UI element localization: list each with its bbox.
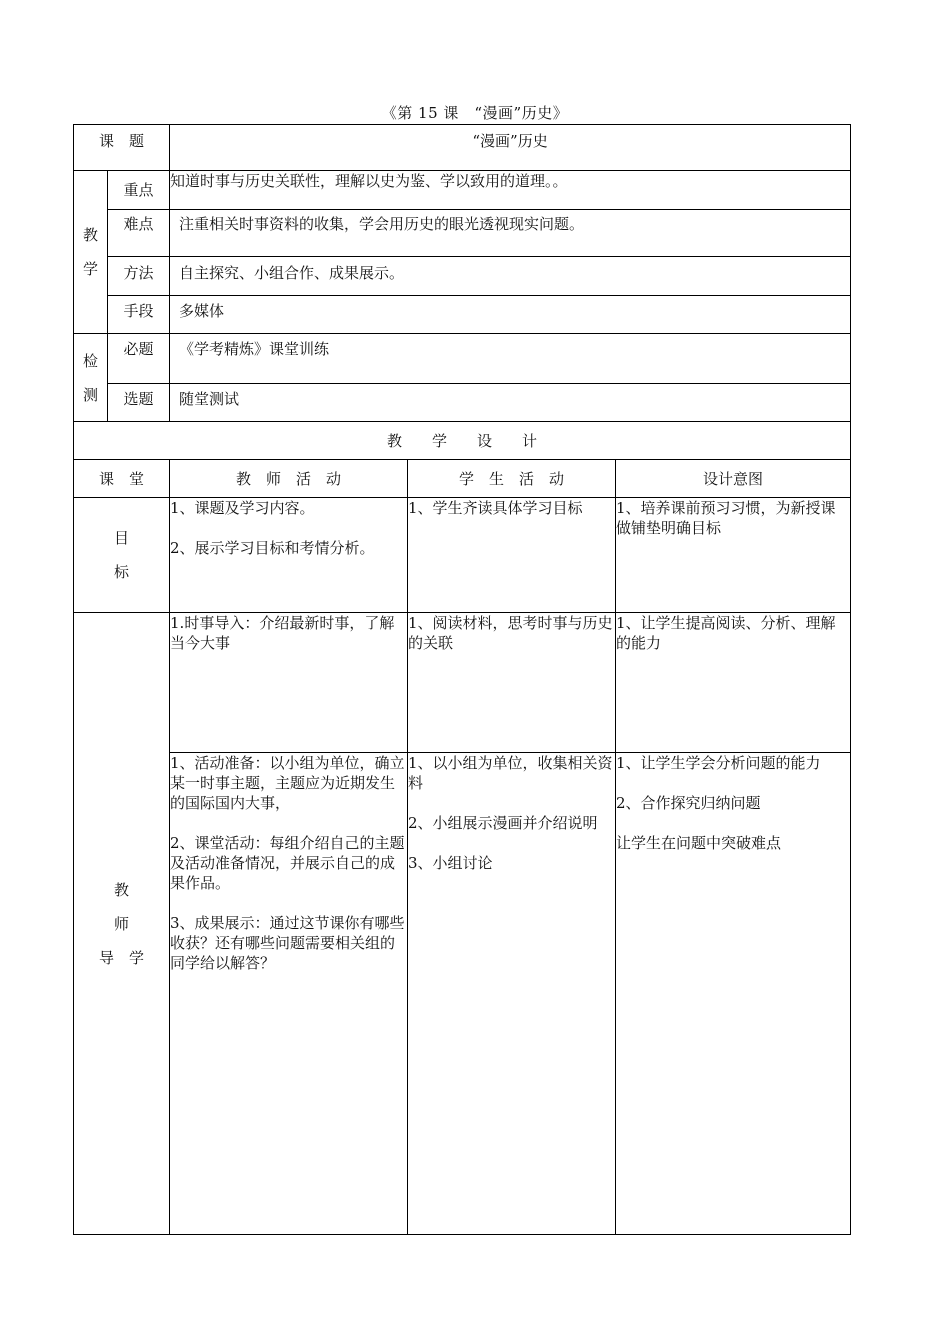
col-header-student: 学 生 活 动 <box>408 460 616 498</box>
teaching-row <box>74 171 851 210</box>
guided-teacher-cell <box>170 613 408 753</box>
topic-value: “漫画”历史 <box>170 125 851 171</box>
teaching-row <box>74 296 851 334</box>
objectives-intent-cell <box>616 498 851 613</box>
objectives-student-cell <box>408 498 616 613</box>
list-item: 让学生在问题中突破难点 <box>616 834 782 852</box>
objectives-label: 目 标 <box>74 498 170 613</box>
row-label-methods: 方法 <box>108 257 170 296</box>
list-item: 1.时事导入：介绍最新时事，了解当今大事 <box>170 614 395 652</box>
list-item: 1、课题及学习内容。 <box>170 499 315 517</box>
teaching-row <box>74 210 851 257</box>
row-label-means: 手段 <box>108 296 170 334</box>
list-item: 2、课堂活动：每组介绍自己的主题及活动准备情况，并展示自己的成果作品。 <box>170 834 405 892</box>
guided-teacher-cell <box>170 753 408 1235</box>
teaching-row <box>74 257 851 296</box>
list-item: 2、展示学习目标和考情分析。 <box>170 539 375 557</box>
topic-label: 课 题 <box>74 125 170 171</box>
key-points-value: 知道时事与历史关联性，理解以史为鉴、学以致用的道理。。 <box>170 171 851 210</box>
row-label-required: 必题 <box>108 334 170 384</box>
lesson-plan-table <box>73 124 851 1235</box>
design-header: 教 学 设 计 <box>74 422 851 460</box>
col-header-teacher: 教 师 活 动 <box>170 460 408 498</box>
list-item: 1、让学生提高阅读、分析、理解的能力 <box>616 614 836 652</box>
list-item: 2、合作探究归纳问题 <box>616 794 761 812</box>
guided-student-cell <box>408 613 616 753</box>
list-item: 3、成果展示：通过这节课你有哪些收获？还有哪些问题需要相关组的同学给以解答？ <box>170 914 405 972</box>
col-header-session: 课 堂 <box>74 460 170 498</box>
document-title: 《第 15 课 “漫画”历史》 <box>381 104 569 122</box>
guided-row <box>74 613 851 753</box>
topic-row <box>74 125 851 171</box>
list-item: 1、活动准备：以小组为单位，确立某一时事主题，主题应为近期发生的国际国内大事， <box>170 754 405 812</box>
column-header-row <box>74 460 851 498</box>
objectives-teacher-cell <box>170 498 408 613</box>
assessment-row <box>74 334 851 384</box>
methods-value: 自主探究、小组合作、成果展示。 <box>170 257 851 296</box>
row-label-key-points: 重点 <box>108 171 170 210</box>
objectives-row <box>74 498 851 613</box>
list-item: 1、以小组为单位，收集相关资料 <box>408 754 613 792</box>
list-item: 3、小组讨论 <box>408 854 493 872</box>
list-item: 1、让学生学会分析问题的能力 <box>616 754 821 772</box>
list-item: 1、学生齐读具体学习目标 <box>408 499 583 517</box>
optional-value: 随堂测试 <box>170 384 851 422</box>
assessment-row <box>74 384 851 422</box>
assessment-group-label: 检 测 <box>74 334 108 422</box>
row-label-difficulties: 难点 <box>108 210 170 257</box>
design-header-row <box>74 422 851 460</box>
col-header-intent: 设计意图 <box>616 460 851 498</box>
guided-intent-cell <box>616 753 851 1235</box>
teaching-group-label: 教 学 <box>74 171 108 334</box>
means-value: 多媒体 <box>170 296 851 334</box>
guided-intent-cell <box>616 613 851 753</box>
list-item: 1、阅读材料，思考时事与历史的关联 <box>408 614 613 652</box>
required-value: 《学考精炼》课堂训练 <box>170 334 851 384</box>
guided-student-cell <box>408 753 616 1235</box>
row-label-optional: 选题 <box>108 384 170 422</box>
difficulties-value: 注重相关时事资料的收集，学会用历史的眼光透视现实问题。 <box>170 210 851 257</box>
guided-row <box>74 753 851 1235</box>
list-item: 1、培养课前预习习惯，为新授课做铺垫明确目标 <box>616 499 836 537</box>
list-item: 2、小组展示漫画并介绍说明 <box>408 814 598 832</box>
guided-learning-label: 教 师 导 学 <box>74 613 170 1235</box>
